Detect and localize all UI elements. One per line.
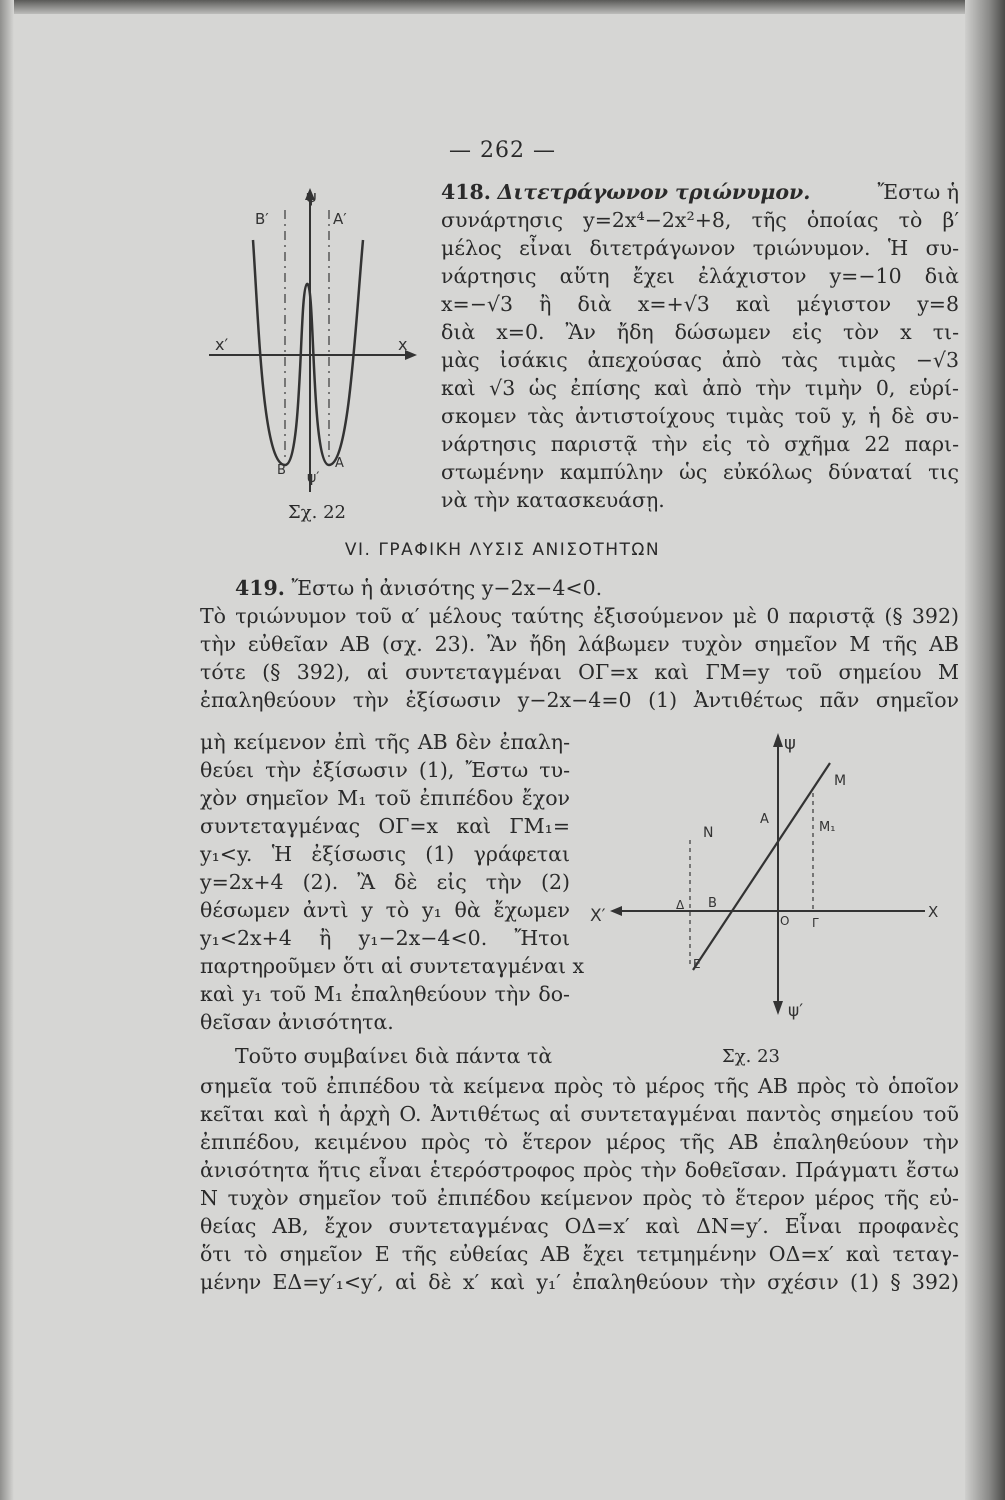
fig22-label-x-prime: x′ <box>215 335 229 354</box>
section-418-line: νὰ τὴν κατασκευάσῃ. <box>441 488 665 512</box>
fig23-label-m: M <box>834 773 847 789</box>
section-418-line-1 <box>441 180 959 204</box>
page-top-shadow <box>0 0 1005 14</box>
fig22-label-a-prime: A′ <box>333 210 347 228</box>
fig22-label-b-prime: B′ <box>255 210 269 228</box>
section-419-narrow-line: παρτηροῦμεν ὅτι αἱ συντεταγμέναι x <box>200 954 585 978</box>
figure-23-caption: Σχ. 23 <box>722 1046 780 1067</box>
section-419-line: ἐπαληθεύουν τὴν ἐξίσωσιν y−2x−4=0 (1) Ἀντιθέτως πᾶν σημεῖον <box>200 688 959 712</box>
fig22-label-x: x <box>398 335 408 354</box>
figure-23 <box>590 725 950 1025</box>
fig22-label-a: A <box>335 456 344 471</box>
book-spine-shadow <box>965 0 1005 1500</box>
section-419-narrow-line: θέσωμεν ἀντὶ y τὸ y₁ θὰ ἔχωμεν <box>200 898 570 922</box>
section-419-end-line: ἐπιπέδου, κειμένου πρὸς τὸ ἕτερον μέρος τῆς AB ἐπαληθεύουν τὴν <box>200 1130 959 1154</box>
section-419-line: τὴν εὐθεῖαν AB (σχ. 23). Ἂν ἤδη λάβωμεν τυχὸν σημεῖον M τῆς AB <box>200 632 959 656</box>
section-418-line: νάρτησις αὕτη ἔχει ἐλάχιστον y=−10 διὰ <box>441 264 959 288</box>
page-left-shadow <box>0 0 14 1500</box>
fig22-label-b: B <box>277 463 286 478</box>
section-419-narrow-line: y₁<2x+4 ἢ y₁−2x−4<0. Ἤτοι <box>200 926 570 950</box>
section-419-narrow-line: y=2x+4 (2). Ἂ δὲ εἰς τὴν (2) <box>200 870 570 894</box>
fig23-label-x-prime: X′ <box>590 906 606 926</box>
fig23-label-b: B <box>708 896 717 911</box>
section-419-narrow-line: μὴ κείμενον ἐπὶ τῆς AB δὲν ἐπαλη- <box>200 730 570 754</box>
fig23-label-g: Γ <box>812 916 819 930</box>
figure-22-caption: Σχ. 22 <box>288 502 346 523</box>
fig23-label-psi-prime: ψ′ <box>788 1001 804 1021</box>
page-number: — 262 — <box>449 138 556 163</box>
section-419-narrow-line: συντεταγμένας ΟΓ=x καὶ ΓΜ₁= <box>200 814 570 838</box>
fig23-label-e: Ε <box>693 957 701 971</box>
figure-22 <box>195 180 430 510</box>
section-418-line: συνάρτησις y=2x⁴−2x²+8, τῆς ὁποίας τὸ β′ <box>441 208 959 232</box>
fig23-label-n: N <box>703 825 714 841</box>
section-419-line: Τὸ τριώνυμον τοῦ α′ μέλους ταύτης ἐξισούμενον μὲ 0 παριστᾷ (§ 392) <box>200 604 959 628</box>
fig23-label-psi: ψ <box>784 733 796 754</box>
fig23-line-ab <box>693 763 830 970</box>
section-418-line: νάρτησις παριστᾷ τὴν εἰς τὸ σχῆμα 22 παρι- <box>441 432 959 456</box>
section-419-end-line: κεῖται καὶ ἡ ἀρχὴ O. Ἀντιθέτως αἱ συντεταγμέναι παντὸς σημείου τοῦ <box>200 1102 959 1126</box>
section-419-line: τότε (§ 392), αἱ συντεταγμέναι ΟΓ=x καὶ ΓΜ=y τοῦ σημείου M <box>200 660 959 684</box>
section-419-narrow-line: θεῖσαν ἀνισότητα. <box>200 1010 394 1034</box>
section-419-number: 419. <box>235 576 285 600</box>
section-heading: VI. ΓΡΑΦΙΚΗ ΛΥΣΙΣ ΑΝΙΣΟΤΗΤΩΝ <box>344 540 661 560</box>
section-418-line: μὰς ἰσάκις ἀπεχούσας ἀπὸ τὰς τιμὰς −√3 <box>441 348 959 372</box>
section-419-end-line: N τυχὸν σημεῖον τοῦ ἐπιπέδου κείμενον πρὸς τὸ ἕτερον μέρος τῆς εὐ- <box>200 1186 959 1210</box>
section-418-line: στωμένην καμπύλην ὡς εὐκόλως δύναταί τις <box>441 460 959 484</box>
section-418-number: 418. <box>441 180 491 204</box>
section-419-narrow-line: y₁<y. Ἡ ἐξίσωσις (1) γράφεται <box>200 842 570 866</box>
section-418-line: μέλος εἶναι διτετράγωνον τριώνυμον. Ἡ συ- <box>441 236 959 260</box>
section-418-line: x=−√3 ἢ διὰ x=+√3 καὶ μέγιστον y=8 <box>441 292 959 316</box>
section-419-narrow-line: θεύει τὴν ἐξίσωσιν (1), Ἔστω τυ- <box>200 758 570 782</box>
fig23-label-o: O <box>780 914 790 928</box>
section-419-end-line: σημεῖα τοῦ ἐπιπέδου τὰ κείμενα πρὸς τὸ μέρος τῆς AB πρὸς τὸ ὁποῖον <box>200 1074 959 1098</box>
section-418-line: σκομεν τὰς ἀντιστοίχους τιμὰς τοῦ y, ἡ δὲ συ- <box>441 404 959 428</box>
fig23-y-arrow-down <box>773 1001 783 1015</box>
section-418-line: διὰ x=0. Ἂν ἤδη δώσωμεν εἰς τὸν x τι- <box>441 320 959 344</box>
section-419-first-text: Ἔστω ἡ ἀνισότης y−2x−4<0. <box>291 576 603 600</box>
section-418-title: Διτετράγωνον τριώνυμον. <box>497 180 811 204</box>
fig23-label-x: X <box>928 903 939 921</box>
section-419-end-line: ὅτι τὸ σημεῖον E τῆς εὐθείας AB ἔχει τετμημένην ΟΔ=x′ καὶ τεταγ- <box>200 1242 959 1266</box>
fig23-label-m1: M₁ <box>819 820 836 835</box>
fig23-x-arrow-left <box>610 906 622 916</box>
section-419-end-line: μένην ΕΔ=y′₁<y′, αἱ δὲ x′ καὶ y₁′ ἐπαληθεύουν τὴν σχέσιν (1) § 392) <box>200 1270 959 1294</box>
fig22-curve <box>253 240 363 465</box>
fig23-label-a: A <box>760 812 769 827</box>
fig23-y-arrow <box>773 733 783 747</box>
section-418-line: καὶ √3 ὡς ἐπίσης καὶ ἀπὸ τὴν τιμὴν 0, εὑρί- <box>441 376 959 400</box>
fig22-label-psi: ψ <box>306 187 317 206</box>
fig22-label-psi-prime: ψ′ <box>307 470 320 486</box>
section-419-end-line: ἀνισότητα ἥτις εἶναι ἑτερόστροφος πρὸς τὴν δοθεῖσαν. Πράγματι ἔστω <box>200 1158 959 1182</box>
section-419-end-line: θείας AB, ἔχον συντεταγμένας ΟΔ=x′ καὶ ΔΝ=y′. Εἶναι προφανὲς <box>200 1214 959 1238</box>
section-419-first-line <box>235 576 602 600</box>
section-419-narrow-line: καὶ y₁ τοῦ M₁ ἐπαληθεύουν τὴν δο- <box>200 982 570 1006</box>
section-418-first-text: Ἔστω ἡ <box>877 180 959 204</box>
section-419-short-line: Τοῦτο συμβαίνει διὰ πάντα τὰ <box>235 1044 553 1068</box>
section-419-narrow-line: χὸν σημεῖον M₁ τοῦ ἐπιπέδου ἔχον <box>200 786 570 810</box>
fig23-label-d: Δ <box>676 898 685 912</box>
